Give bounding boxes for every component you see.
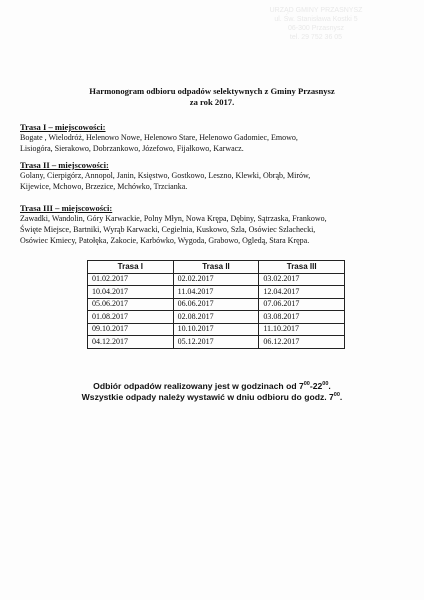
table-cell: 05.06.2017 <box>88 298 174 311</box>
route-2-line: Golany, Cierpigórz, Annopol, Janin, Księstwo, Gostkowo, Leszno, Klewki, Obrąb, Mirów, <box>20 171 311 180</box>
table-cell: 02.02.2017 <box>173 273 259 286</box>
route-3-localities <box>20 213 406 246</box>
footer-hours-text: Odbiór odpadów realizowany jest w godzinach od 7 <box>93 381 304 391</box>
column-header-route-1: Trasa I <box>88 261 174 274</box>
schedule-table <box>87 260 345 349</box>
table-cell: 10.04.2017 <box>88 286 174 299</box>
table-cell: 03.02.2017 <box>259 273 345 286</box>
table-cell: 05.12.2017 <box>173 336 259 349</box>
document-title <box>30 86 394 108</box>
table-cell: 01.08.2017 <box>88 311 174 324</box>
footer-hours-end: . <box>328 381 331 391</box>
table-row <box>88 273 345 286</box>
route-1-line: Bogate , Wielodróż, Helenowo Nowe, Helenowo Stare, Helenowo Gadomiec, Emowo, <box>20 133 298 142</box>
table-cell: 04.12.2017 <box>88 336 174 349</box>
route-2-section <box>20 160 406 192</box>
route-3-line: Osówiec Kmiecy, Patołęka, Zakocie, Karbówko, Wygoda, Grabowo, Ogledą, Stara Krępa. <box>20 236 310 245</box>
table-cell: 11.04.2017 <box>173 286 259 299</box>
table-cell: 01.02.2017 <box>88 273 174 286</box>
footer-deadline-line <box>30 392 394 403</box>
table-cell: 06.06.2017 <box>173 298 259 311</box>
table-cell: 09.10.2017 <box>88 323 174 336</box>
footer-notice <box>30 381 394 403</box>
table-row <box>88 286 345 299</box>
table-cell: 03.08.2017 <box>259 311 345 324</box>
route-3-section <box>20 203 406 246</box>
stamp-line: URZĄD GMINY PRZASNYSZ <box>269 7 363 14</box>
table-header-row <box>88 261 345 274</box>
footer-deadline-end: . <box>339 392 343 402</box>
stamp-line: tel. 29 752 36 05 <box>289 34 343 41</box>
footer-hours-sup-end: 00 <box>322 381 329 387</box>
table-cell: 10.10.2017 <box>173 323 259 336</box>
footer-deadline-text: Wszystkie odpady należy wystawić w dniu odbioru do godz. 7 <box>81 392 334 402</box>
table-row <box>88 298 345 311</box>
column-header-route-2: Trasa II <box>173 261 259 274</box>
route-1-heading: Trasa I – miejscowości: <box>20 122 106 132</box>
route-2-line: Kijewice, Mchowo, Brzezice, Mchówko, Trzcianka. <box>20 182 188 191</box>
title-line-1: Harmonogram odbioru odpadów selektywnych z Gminy Przasnysz <box>89 86 335 96</box>
footer-deadline-sup: 00 <box>333 392 340 398</box>
route-2-localities <box>20 170 406 192</box>
footer-hours-mid: -22 <box>309 381 323 391</box>
table-cell: 11.10.2017 <box>259 323 345 336</box>
table-cell: 06.12.2017 <box>259 336 345 349</box>
route-1-localities <box>20 132 406 154</box>
faded-stamp <box>228 6 404 56</box>
table-cell: 12.04.2017 <box>259 286 345 299</box>
table-row <box>88 336 345 349</box>
route-2-heading: Trasa II – miejscowości: <box>20 160 109 170</box>
route-1-line: Lisiogóra, Sierakowo, Dobrzankowo, Józefowo, Fijałkowo, Karwacz. <box>20 144 244 153</box>
stamp-line: ul. Św. Stanisława Kostki 5 <box>274 16 358 23</box>
route-3-line: Zawadki, Wandolin, Góry Karwackie, Polny Młyn, Nowa Krępa, Dębiny, Sątrzaska, Frankowo, <box>20 214 327 223</box>
column-header-route-3: Trasa III <box>259 261 345 274</box>
footer-hours-line <box>30 381 394 392</box>
route-3-heading: Trasa III – miejscowości: <box>20 203 113 213</box>
stamp-line: 06-300 Przasnysz <box>287 25 345 32</box>
table-row <box>88 323 345 336</box>
table-cell: 02.08.2017 <box>173 311 259 324</box>
route-3-line: Święte Miejsce, Bartniki, Wyrąb Karwacki, Cegielnia, Kuskowo, Szla, Osówiec Szlachecki, <box>20 225 316 234</box>
title-line-2: za rok 2017. <box>189 97 235 107</box>
table-row <box>88 311 345 324</box>
route-1-section <box>20 122 406 154</box>
table-cell: 07.06.2017 <box>259 298 345 311</box>
footer-hours-sup-start: 00 <box>303 381 310 387</box>
